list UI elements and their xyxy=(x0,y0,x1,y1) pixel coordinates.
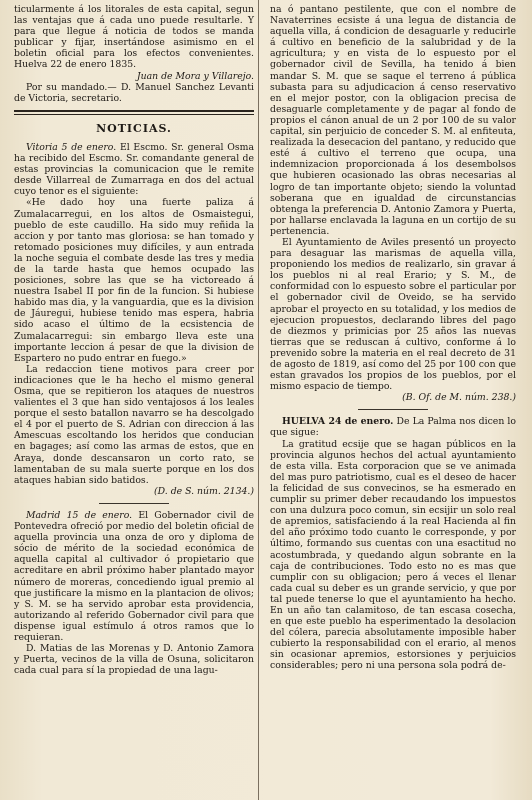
vitoria-article xyxy=(14,142,254,197)
huelva-text: La gratitud ecsije que se hagan públicos en la provincia algunos hechos del actual ayuntamiento de esta villa. Esta corporacion que se ve animada del mas puro patriotismo, cual es el deseo de hacer la felicidad de sus convecinos, se ha esmerado en cumplir su primer deber recaudando los impuestos con una dulzura poco comun, sin ecsijir un solo real de apremios, satisfaciendo á la real Hacienda al fin del año próximo todo cuanto le corresponde, y por último, formando sus cuentas con una esactitud no acostumbrada, y quedando algun sobrante en la caja de contribuciones. Todo esto no es mas que cumplir con su obligacion; pero á veces el llenar cada cual su deber es un grande servicio, y que por tal puede tenerse lo que el ayuntamiento ha hecho. En un año tan calamitoso, de tan escasa cosecha, en que este pueblo ha esperimentado la desolacion del cólera, parecia absolutamente imposible haber cubierto la responsabilidad con el erario, al menos sin ocasionar apremios, estorsiones y perjuicios considerables; pero ni una persona sola podrá de- xyxy=(270,438,516,672)
huelva-dateline: HUELVA 24 de enero. xyxy=(282,416,394,428)
vitoria-dateline: Vitoria 5 de enero. xyxy=(26,141,117,153)
vitoria-quote: «He dado hoy una fuerte paliza á Zumalacarregui, en los altos de Osmaistegui, pueblo de este caudillo. Ha sido muy reñida la accion y por tanto mas gloriosa: se han tomado y retomado posiciones muy difíciles, y aun entrada la noche seguia el combate desde las tres y media de la tarde hasta que hemos ocupado las posiciones, sobre las que se ha victoreado á nuestra Isabel II por fin de la funcion. Si hubiese habido mas dia, y la vanguardia, que es la division de Jáuregui, hubiese tenido mas espera, habria sido acaso el último de la ecsistencia de Zumalacarregui: sin embargo lleva este una importante leccion á pesar de que la division de Espartero no pudo entrar en fuego.» xyxy=(14,197,254,364)
madrid-dateline: Madrid 15 de enero. xyxy=(26,509,133,521)
left-column xyxy=(14,4,254,676)
vitoria-intro: El Escmo. Sr. general Osma ha recibido del Escmo. Sr. comandante general de estas provincias la comunicacion que le remite desde Villarreal de Zumarraga en dos del actual cuyo tenor es el siguiente: xyxy=(14,141,254,198)
madrid-text: El Gobernador civil de Pontevedra ofreció por medio del boletin oficial de aquella provincia una onza de oro y diploma de sócio de mérito de la sociedad económica de aquella capital al cultivador ó propietario que acreditare en abril próximo haber plantado mayor número de moreras, concediendo igual premio al que justificare la mismo en la plantacion de olivos; y S. M. se ha servido aprobar esta providencia, autorizando al referido Gobernador civil para que dispense igual estímulo á otros ramos que lo requieran. xyxy=(14,509,255,643)
vitoria-source: (D. de S. núm. 2134.) xyxy=(154,485,254,497)
column-rule xyxy=(258,0,259,800)
vitoria-note: La redaccion tiene motivos para creer por indicaciones que le ha hecho el mismo general Osma, que se repitieron los ataques de nuestros valientes el 3 que han sido ventajosos á los leales porque el sesto batallon navarro se ha descolgado el 4 por el puerto de S. Adrian con direccion á las Amescuas escoltando los heridos que conducian en bagages; así como las armas de estos, que en Araya, donde descansaron un corto rato, se lamentaban de su mala suerte porque en los dos ataques habian sido batidos. xyxy=(14,363,254,486)
huelva-heading xyxy=(270,416,516,438)
section-divider xyxy=(14,110,254,115)
article-divider-right xyxy=(358,409,428,410)
article-divider xyxy=(99,503,169,504)
madrid-article xyxy=(14,510,254,643)
aviles-paragraph: El Ayuntamiento de Aviles presentó un proyecto para desaguar las marismas de aquella villa, proponiendo los medios de realizarlo, sin gravar á los pueblos ni al real Erario; y S. M., de conformidad con lo espuesto sobre el particular por el gobernador civil de Oveido, se ha servido aprobar el proyecto en su totalidad, y los medios de ejecucion propuestos, declarando libres del pago de diezmos y primicias por 25 años las nuevas tierras que se reduscan á cultivo, conforme á lo prevenido sobre la materia en el real decreto de 31 de agosto de 1819, así como del 25 por 100 con que estan gravados los propios de los pueblos, por el mismo espacio de tiempo. xyxy=(270,236,516,393)
lagoon-paragraph: na ó pantano pestilente, que con el nombre de Navaterrines ecsiste á una legua de distancia de aquella villa, á condicion de desaguarle y reducirle á cultivo en beneficio de la salubridad y de la agricultura; y en vista de lo espuesto por el gobernador civil de Sevilla, ha tenido á bien mandar S. M. que se saque el terreno á pública subasta para su adjudicacion á censo reservativo en el mejor postor, con la obligacion precisa de desaguarle completamente y de pagar al fondo de propios el cánon anual de un 2 por 100 de su valor capital, sin perjuicio de conceder S. M. al enfiteuta, realizada la desecacion del pantano, y reducido que esté á cultivo el terreno que ocupa, una indemnizacion proporcionada á los desembolsos que hubieren ocasionado las obras necesarias al logro de tan importante objeto; siendo la voluntad soberana que en igualdad de circunstancias obtenga la preferencia D. Antonio Zamora y Puerta, por hallarse enclavada la laguna en un cortijo de su pertenencia. xyxy=(270,4,516,237)
huelva-lead: De La Palma nos dicen lo que sigue: xyxy=(270,416,516,439)
edict-paragraph: ticularmente á los litorales de esta capital, segun las ventajas que á cada uno puede resultarle. Y para que llegue á noticia de todos se manda publicar y fijar, insertándose asimismo en el boletin oficial para los efectos convenientes. Huelva 22 de enero 1835. xyxy=(14,4,254,71)
right-column xyxy=(270,4,516,672)
edict-signature-mayor: Juan de Mora y Villarejo. xyxy=(136,70,254,82)
section-title: NOTICIAS. xyxy=(96,121,172,135)
aviles-source: (B. Of. de M. núm. 238.) xyxy=(402,392,516,404)
edict-signature-secretary: Por su mandado.— D. Manuel Sanchez Levanti de Victoria, secretario. xyxy=(14,81,254,104)
madrid-text-2: D. Matias de las Morenas y D. Antonio Zamora y Puerta, vecinos de la villa de Osuna, solicitaron cada cual para sí la propiedad de una lagu- xyxy=(14,643,254,677)
